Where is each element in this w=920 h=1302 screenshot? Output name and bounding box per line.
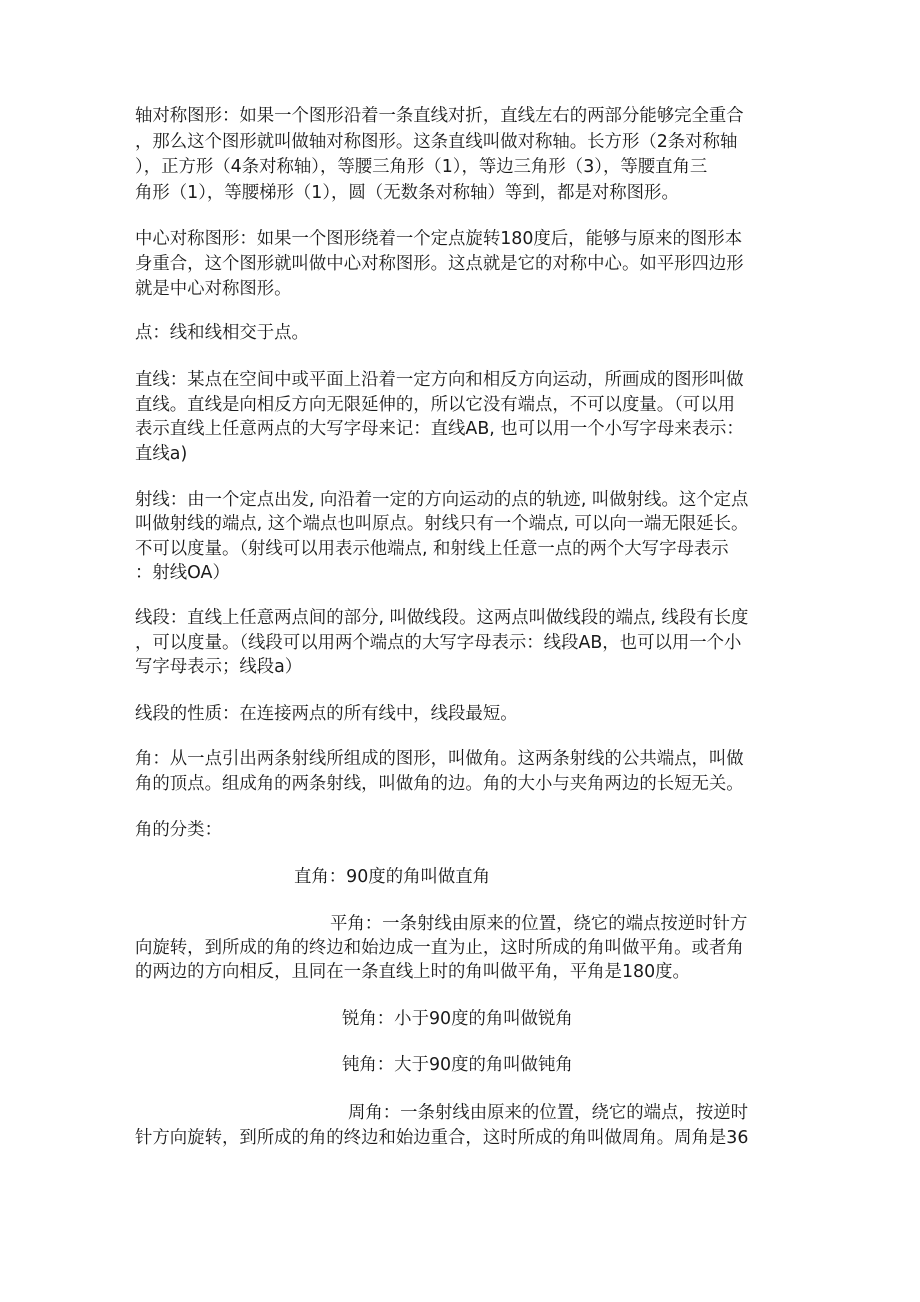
text-line: 不可以度量。（射线可以用表示他端点, 和射线上任意一点的两个大写字母表示 [135,539,729,559]
text-line: 射线：由一个定点出发, 向沿着一定的方向运动的点的轨迹, 叫做射线。这个定点 [135,490,749,510]
text-line: 的两边的方向相反，且同在一条直线上时的角叫做平角，平角是180度。 [135,962,690,982]
text-line: 线段的性质：在连接两点的所有线中，线段最短。 [135,704,518,724]
text-line: 周角：一条射线由原来的位置，绕它的端点，按逆时 [348,1103,748,1123]
text-line: 直线a) [135,444,188,464]
text-line: ：射线OA） [135,563,230,583]
text-line: 身重合，这个图形就叫做中心对称图形。这点就是它的对称中心。如平形四边形 [135,254,744,274]
text-line: 点：线和线相交于点。 [135,323,309,343]
text-line: 叫做射线的端点, 这个端点也叫原点。射线只有一个端点, 可以向一端无限延长。 [135,514,749,534]
text-line: 钝角：大于90度的角叫做钝角 [342,1055,573,1075]
text-line: 直角：90度的角叫做直角 [294,867,491,887]
text-line: 平角：一条射线由原来的位置，绕它的端点按逆时针方 [330,914,748,934]
text-line: 直线：某点在空间中或平面上沿着一定方向和相反方向运动，所画成的图形叫做 [135,370,744,390]
text-line: 角的分类： [135,820,222,840]
text-line: ），正方形（4条对称轴），等腰三角形（1），等边三角形（3），等腰直角三 [135,157,708,177]
text-line: ，可以度量。（线段可以用两个端点的大写字母表示：线段AB，也可以用一个小 [135,633,742,653]
text-line: 锐角：小于90度的角叫做锐角 [342,1009,573,1029]
text-line: ，那么这个图形就叫做轴对称图形。这条直线叫做对称轴。长方形（2条对称轴 [135,132,738,152]
text-line: 角：从一点引出两条射线所组成的图形，叫做角。这两条射线的公共端点，叫做 [135,749,744,769]
text-line: 轴对称图形：如果一个图形沿着一条直线对折，直线左右的两部分能够完全重合 [135,106,744,126]
text-line: 针方向旋转，到所成的角的终边和始边重合，这时所成的角叫做周角。周角是36 [135,1128,749,1148]
text-line: 表示直线上任意两点的大写字母来记：直线AB, 也可以用一个小写字母来表示： [135,419,744,439]
text-line: 向旋转，到所成的角的终边和始边成一直为止，这时所成的角叫做平角。或者角 [135,938,744,958]
text-line: 直线。直线是向相反方向无限延伸的，所以它没有端点，不可以度量。（可以用 [135,395,735,415]
text-line: 角形（1），等腰梯形（1），圆（无数条对称轴）等到，都是对称图形。 [135,183,679,203]
text-line: 中心对称图形：如果一个图形绕着一个定点旋转180度后，能够与原来的图形本 [135,229,743,249]
text-line: 角的顶点。组成角的两条射线，叫做角的边。角的大小与夹角两边的长短无关。 [135,774,744,794]
text-line: 就是中心对称图形。 [135,279,292,299]
text-line: 线段：直线上任意两点间的部分, 叫做线段。这两点叫做线段的端点, 线段有长度 [135,608,749,628]
text-line: 写字母表示；线段a） [135,657,303,677]
